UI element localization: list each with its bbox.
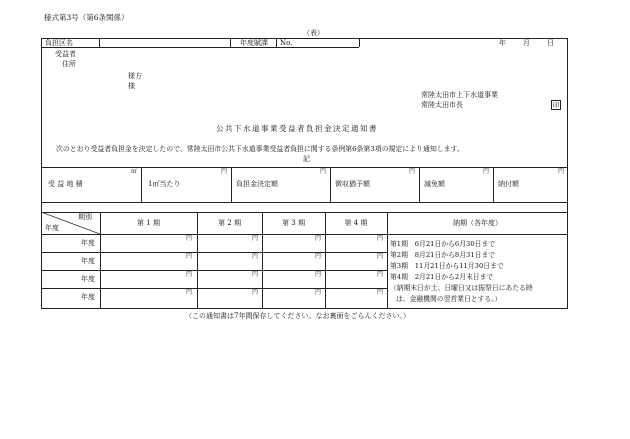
table-row-year-4: 年度 [81, 293, 95, 301]
yen-cell: 円 [252, 253, 259, 260]
table-row-year-1: 年度 [81, 239, 95, 247]
yen-cell: 円 [186, 289, 193, 296]
seal-mark: 印 [552, 101, 560, 109]
yen-unit-reduced: 円 [483, 168, 490, 175]
area-label: 受 益 地 積 [48, 180, 83, 188]
period-4-header: 第 4 期 [344, 219, 368, 227]
issuer-office: 常陸太田市上下水道事業 [421, 91, 498, 99]
m2-unit: ㎡ [131, 168, 138, 175]
ki-label: 記 [303, 155, 310, 163]
honorific-care-of: 様方 [128, 72, 142, 80]
period-2-header: 第 2 期 [218, 219, 241, 227]
fiscal-year-label: 年度賦課 [240, 39, 268, 47]
yen-cell: 円 [315, 253, 322, 260]
yen-cell: 円 [377, 235, 384, 242]
deadline-header: 納期（各年度） [453, 219, 502, 227]
document-title: 公共下水道事業受益者負担金決定通知書 [216, 124, 378, 133]
yen-unit-paid: 円 [558, 168, 565, 175]
header-row-bottom [41, 47, 359, 48]
recipient-label: 受益者 [55, 50, 76, 58]
year-header: 年度 [45, 224, 59, 232]
district-label: 負担区名 [45, 39, 73, 47]
reduced-amount-label: 減免額 [424, 180, 445, 188]
deadline-note-line-1: （納期末日が土、日曜日又は振祭日にあたる時 [390, 284, 533, 292]
yen-unit-decided: 円 [320, 168, 327, 175]
paid-amount-label: 納付額 [498, 180, 519, 188]
yen-cell: 円 [315, 289, 322, 296]
honorific: 様 [128, 82, 135, 90]
yen-cell: 円 [186, 235, 193, 242]
table-row-year-3: 年度 [81, 275, 95, 283]
per-m2-label: 1㎡当たり [148, 180, 181, 188]
date-month: 月 [523, 39, 530, 47]
front-label: （表） [303, 29, 324, 37]
deadline-note-line-2: は、金融機関の翌営業日とする。） [396, 295, 502, 303]
address-label: 住所 [62, 60, 76, 68]
yen-cell: 円 [377, 271, 384, 278]
schedule-table-top [41, 212, 568, 213]
issuer-title: 常陸太田市長 [421, 101, 463, 109]
deadline-period-4: 第4期 2月21日から2月末日まで [390, 273, 494, 281]
yen-cell: 円 [252, 235, 259, 242]
deadline-period-3: 第3期 11月21日から11月30日まで [390, 262, 504, 270]
period-1-header: 第 1 期 [137, 219, 160, 227]
deferred-amount-label: 徴収猶予額 [335, 180, 370, 188]
decided-amount-label: 負担金決定額 [236, 180, 278, 188]
deadline-period-1: 第1期 6月21日から6月30日まで [390, 240, 496, 248]
period-3-header: 第 3 期 [282, 219, 305, 227]
yen-cell: 円 [377, 289, 384, 296]
date-day: 日 [547, 39, 554, 47]
summary-row-bottom [41, 202, 568, 203]
deadline-period-2: 第2期 8月21日から8月31日まで [390, 251, 496, 259]
yen-cell: 円 [315, 235, 322, 242]
date-year: 年 [499, 39, 506, 47]
no-label: No. [280, 39, 293, 47]
yen-cell: 円 [252, 271, 259, 278]
yen-unit-deferred: 円 [409, 168, 416, 175]
yen-cell: 円 [252, 289, 259, 296]
period-header: 期別 [78, 213, 92, 221]
form-label: 様式第3号（第6条関係） [44, 13, 129, 22]
yen-cell: 円 [186, 253, 193, 260]
schedule-header-bottom [41, 234, 568, 235]
yen-cell: 円 [315, 271, 322, 278]
yen-cell: 円 [377, 253, 384, 260]
yen-unit-per-m2: 円 [221, 168, 228, 175]
yen-cell: 円 [186, 271, 193, 278]
body-text: 次のとおり受益者負担金を決定したので、常陸太田市公共下水道事業受益者負担に関する条例第6条第3項の規定により通知します。 [56, 145, 464, 153]
footer-note: （この通知書は7年間保存してください。なお裏面をごらんください。） [185, 312, 410, 320]
table-row-year-2: 年度 [81, 257, 95, 265]
